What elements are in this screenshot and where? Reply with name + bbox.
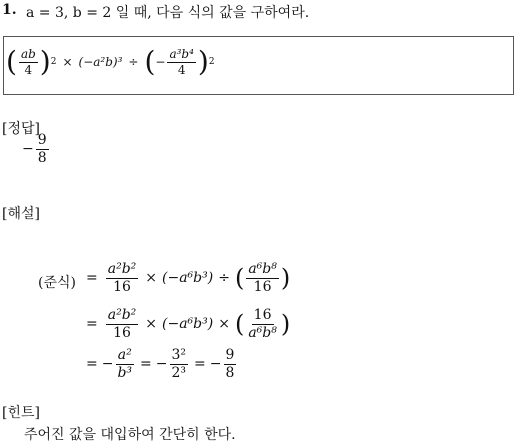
- equals-sign: =: [86, 356, 98, 373]
- minus-sign: −: [155, 356, 168, 373]
- line1-fraction-2: $\frac{\text{a⁶b⁸}}{16}$: [248, 261, 277, 295]
- left-paren: (: [144, 45, 156, 79]
- answer-value: [22, 133, 51, 165]
- right-paren: ): [280, 264, 291, 293]
- divide-operator: ÷: [218, 270, 230, 287]
- left-paren: (: [6, 45, 17, 79]
- times-operator: ×: [145, 316, 158, 333]
- line1-fraction-1: $\frac{\text{a²b²}}{16}$: [107, 261, 137, 295]
- minus-sign: −: [209, 356, 222, 373]
- explanation-line-3: [86, 348, 238, 380]
- explanation-line-1: [86, 262, 290, 294]
- expr-fraction-1: $\frac{ab}{4}$: [20, 47, 36, 77]
- right-paren: ): [280, 310, 291, 339]
- expr-power-1: 2: [50, 57, 57, 68]
- expr-sign: −: [155, 55, 166, 70]
- left-paren: (: [234, 310, 245, 339]
- line3-fraction-1: $\frac{\text{a²}}{\text{b³}}$: [117, 347, 133, 381]
- problem-expression: [6, 45, 215, 79]
- times-operator: ×: [62, 55, 73, 70]
- times-operator: ×: [145, 270, 158, 287]
- line2-fraction-2: $\frac{16}{\text{a⁶b⁸}}$: [248, 307, 277, 341]
- explanation-label: [해설]: [2, 206, 40, 222]
- hint-text: 주어진 값을 대입하여 간단히 한다.: [24, 427, 236, 443]
- equals-sign: =: [140, 356, 152, 373]
- line2-middle-term: (−a⁶b³): [162, 316, 214, 333]
- right-paren: ): [39, 45, 51, 79]
- explanation-line-2: [86, 308, 290, 340]
- explanation-lhs: (준식): [38, 275, 76, 291]
- equals-sign: =: [194, 356, 206, 373]
- line1-middle-term: (−a⁶b³): [162, 270, 214, 287]
- hint-label: [힌트]: [2, 405, 40, 421]
- expr-term-2: (−a²b)³: [78, 55, 123, 70]
- answer-fraction: $\frac{9}{8}$: [37, 132, 47, 166]
- problem-statement: a = 3, b = 2 일 때, 다음 식의 값을 구하여라.: [26, 5, 310, 21]
- times-operator: ×: [218, 316, 230, 333]
- equals-sign: =: [86, 316, 98, 333]
- expr-fraction-3: $\frac{\text{a³b⁴}}{4}$: [169, 47, 194, 77]
- divide-operator: ÷: [128, 55, 139, 70]
- line3-fraction-3: $\frac{9}{8}$: [225, 347, 235, 381]
- answer-sign: −: [22, 141, 34, 158]
- expr-power-3: 2: [208, 57, 215, 68]
- line2-fraction-1: $\frac{\text{a²b²}}{16}$: [107, 307, 137, 341]
- equals-sign: =: [86, 270, 98, 287]
- line3-fraction-2: $\frac{\text{3²}}{\text{2³}}$: [171, 347, 187, 381]
- left-paren: (: [234, 264, 245, 293]
- answer-label: [정답]: [2, 121, 40, 137]
- minus-sign: −: [101, 356, 114, 373]
- right-paren: ): [197, 45, 209, 79]
- problem-number: 1.: [2, 2, 17, 18]
